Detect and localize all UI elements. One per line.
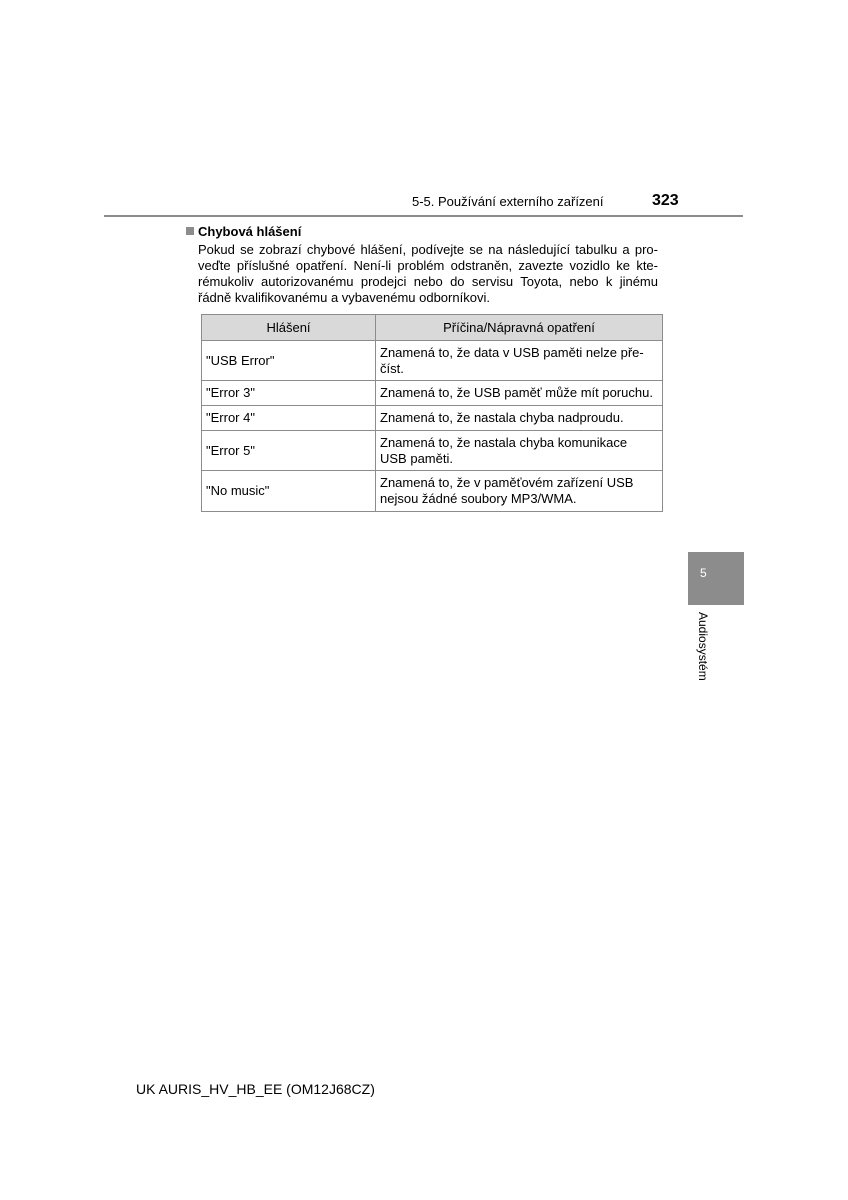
header-rule [104, 215, 743, 217]
error-message-table [201, 314, 663, 512]
table-cell-message: "Error 4" [202, 406, 376, 431]
cause-line: číst. [380, 360, 404, 376]
chapter-tab [688, 552, 744, 605]
table-cell-message: "Error 5" [202, 431, 376, 471]
table-cell-cause [376, 381, 663, 406]
table-row [202, 341, 663, 381]
paragraph-line: veďte příslušné opatření. Není-li problém odstraněn, zavezte vozidlo ke kte- [198, 258, 658, 273]
table-header-row [202, 315, 663, 341]
table-cell-cause [376, 341, 663, 381]
table-row [202, 431, 663, 471]
cause-line: Znamená to, že nastala chyba komunikace [380, 434, 628, 450]
section-heading-text: Chybová hlášení [198, 224, 302, 239]
table-cell-cause [376, 431, 663, 471]
page-number: 323 [652, 192, 679, 209]
cause-line: Znamená to, že data v USB paměti nelze pře- [380, 344, 644, 360]
table-cell-message: "USB Error" [202, 341, 376, 381]
header-section-title: 5-5. Používání externího zařízení [412, 194, 604, 209]
cause-line: Znamená to, že USB paměť může mít poruchu. [380, 385, 653, 400]
table-header-message: Hlášení [202, 315, 376, 341]
paragraph-line: rémukoliv autorizovanému prodejci nebo do servisu Toyota, nebo k jinému [198, 274, 658, 289]
table-cell-cause [376, 406, 663, 431]
paragraph-line: řádně kvalifikovanému a vybavenému odborníkovi. [198, 290, 490, 305]
intro-paragraph [198, 242, 658, 306]
table-header-cause: Příčina/Nápravná opatření [376, 315, 663, 341]
section-heading [186, 224, 301, 240]
table-cell-cause [376, 471, 663, 512]
heading-bullet-square-icon [186, 227, 194, 235]
footer-document-code: UK AURIS_HV_HB_EE (OM12J68CZ) [136, 1081, 375, 1097]
table-row [202, 471, 663, 512]
table-row [202, 406, 663, 431]
cause-line: nejsou žádné soubory MP3/WMA. [380, 491, 577, 506]
paragraph-line: Pokud se zobrazí chybové hlášení, podívejte se na následující tabulku a pro- [198, 242, 658, 257]
cause-line: USB paměti. [380, 450, 453, 466]
table-cell-message: "No music" [202, 471, 376, 512]
cause-line: Znamená to, že v paměťovém zařízení USB [380, 475, 634, 490]
table-cell-message: "Error 3" [202, 381, 376, 406]
chapter-number: 5 [700, 566, 707, 580]
table-row [202, 381, 663, 406]
cause-line: Znamená to, že nastala chyba nadproudu. [380, 410, 624, 425]
chapter-title: Audiosystém [696, 612, 710, 681]
